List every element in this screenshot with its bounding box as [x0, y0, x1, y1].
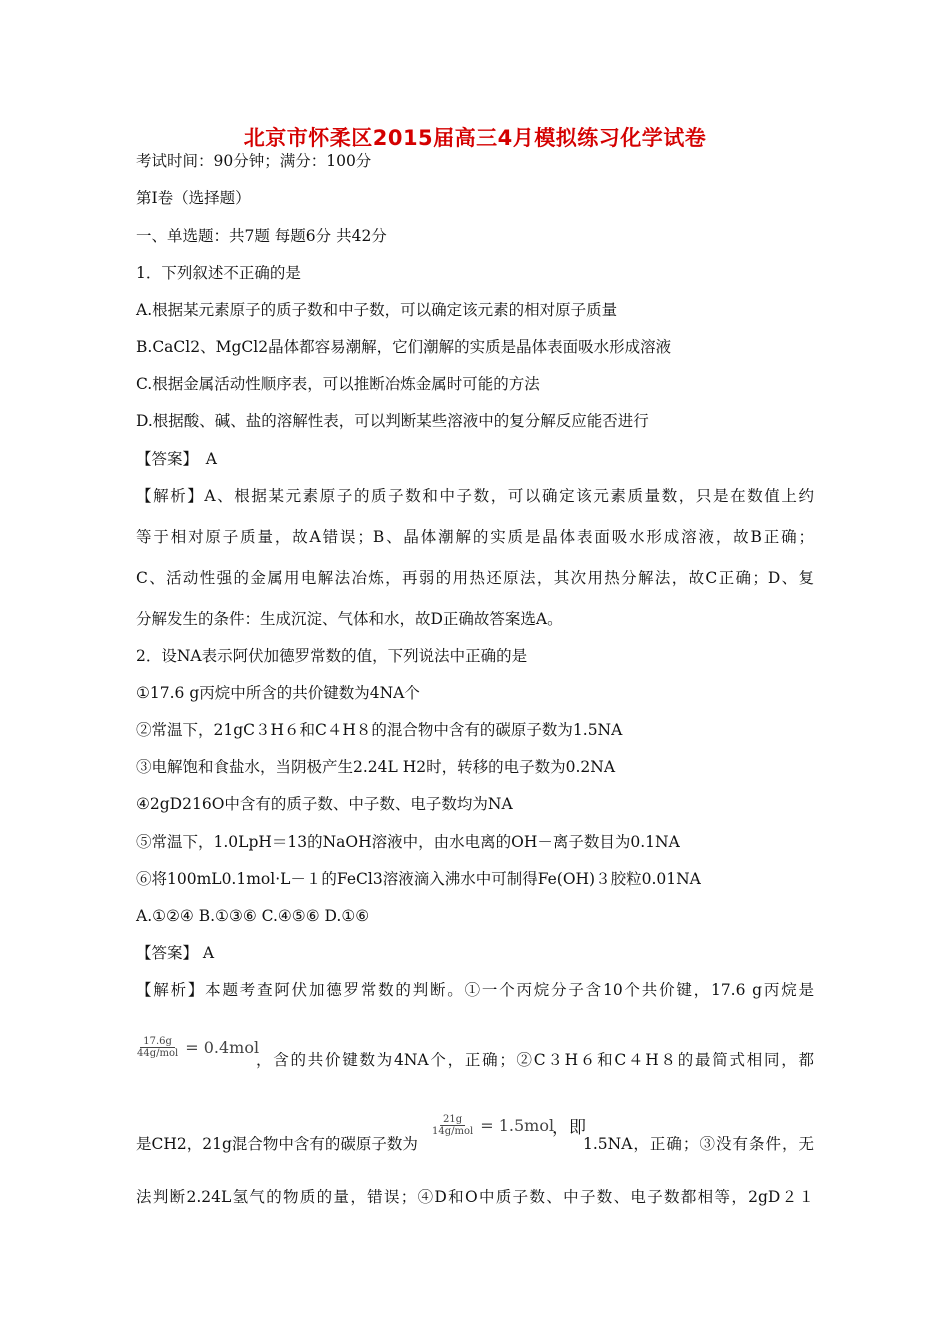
fraction — [429, 1114, 476, 1137]
question-2-analysis-line-3b: ，即 — [552, 1118, 586, 1138]
question-1-analysis-line-3: C、活动性强的金属用电解法冶炼，再弱的用热还原法，其次用热分解法，故C正确；D、复 — [136, 569, 814, 587]
question-2-analysis-line-3c: 1.5NA，正确；③没有条件，无 — [583, 1135, 814, 1153]
question-2-item-5: ⑤常温下，1.0LpH＝13的NaOH溶液中，由水电离的OH－离子数目为0.1NA — [136, 833, 680, 851]
question-2-stem: 2．设NA表示阿伏加德罗常数的值，下列说法中正确的是 — [136, 647, 528, 665]
exam-info: 考试时间：90分钟；满分：100分 — [136, 152, 372, 170]
question-2-item-1: ①17.6 g丙烷中所含的共价键数为4NA个 — [136, 684, 420, 702]
question-2-item-2: ②常温下，21gC３H６和C４H８的混合物中含有的碳原子数为1.5NA — [136, 721, 623, 739]
section-heading: 第I卷（选择题） — [136, 189, 251, 207]
question-1-answer: 【答案】 A — [136, 450, 217, 468]
question-2-item-6: ⑥将100mL0.1mol·L－１的FeCl3溶液滴入沸水中可制得Fe(OH)３胶粒0.01NA — [136, 870, 701, 888]
question-1-stem: 1．下列叙述不正确的是 — [136, 264, 301, 282]
question-1-analysis-line-4: 分解发生的条件：生成沉淀、气体和水，故D正确故答案选A。 — [136, 610, 563, 628]
page-title: 北京市怀柔区2015届高三4月模拟练习化学试卷 — [243, 126, 707, 150]
fraction — [134, 1036, 181, 1059]
question-2-analysis-line-1: 【解析】本题考查阿伏加德罗常数的判断。①一个丙烷分子含10个共价键，17.6 g丙烷是 — [136, 981, 814, 999]
question-1-analysis-line-2: 等于相对原子质量，故A错误；B、晶体潮解的实质是晶体表面吸水形成溶液，故B正确； — [136, 528, 814, 546]
question-1-option-d: D.根据酸、碱、盐的溶解性表，可以判断某些溶液中的复分解反应能否进行 — [136, 412, 649, 430]
question-2-item-3: ③电解饱和食盐水，当阴极产生2.24L H2时，转移的电子数为0.2NA — [136, 758, 616, 776]
question-2-answer: 【答案】 A — [136, 944, 215, 962]
fraction-numerator: 21g — [440, 1114, 465, 1126]
question-2-analysis-line-2: ，含的共价键数为4NA个，正确；②C３H６和C４H８的最简式相同，都 — [256, 1051, 814, 1069]
part-heading: 一、单选题：共7题 每题6分 共42分 — [136, 227, 387, 245]
question-1-analysis-line-1: 【解析】A、根据某元素原子的质子数和中子数，可以确定该元素质量数，只是在数值上约 — [136, 487, 814, 505]
question-2-choices: A.①②④ B.①③⑥ C.④⑤⑥ D.①⑥ — [136, 907, 370, 925]
fraction-denominator: 44g/mol — [137, 1048, 179, 1059]
equation-propane-moles — [134, 1036, 259, 1059]
equation-result: = 0.4mol — [185, 1038, 260, 1057]
question-2-item-4: ④2gD216O中含有的质子数、中子数、电子数均为NA — [136, 795, 513, 813]
equation-result: = 1.5mol — [480, 1116, 555, 1135]
question-1-option-c: C.根据金属活动性顺序表，可以推断冶炼金属时可能的方法 — [136, 375, 540, 393]
question-1-option-a: A.根据某元素原子的质子数和中子数，可以确定该元素的相对原子质量 — [136, 301, 618, 319]
question-2-analysis-line-4: 法判断2.24L氢气的物质的量，错误；④D和O中质子数、中子数、电子数都相等，2gD２１ — [136, 1188, 814, 1206]
fraction-denominator: 14g/mol — [432, 1126, 474, 1137]
question-2-analysis-line-3a: 是CH2，21g混合物中含有的碳原子数为 — [136, 1135, 418, 1153]
fraction-numerator: 17.6g — [140, 1036, 175, 1048]
question-1-option-b: B.CaCl2、MgCl2晶体都容易潮解，它们潮解的实质是晶体表面吸水形成溶液 — [136, 338, 672, 356]
equation-carbon-moles — [429, 1114, 554, 1137]
